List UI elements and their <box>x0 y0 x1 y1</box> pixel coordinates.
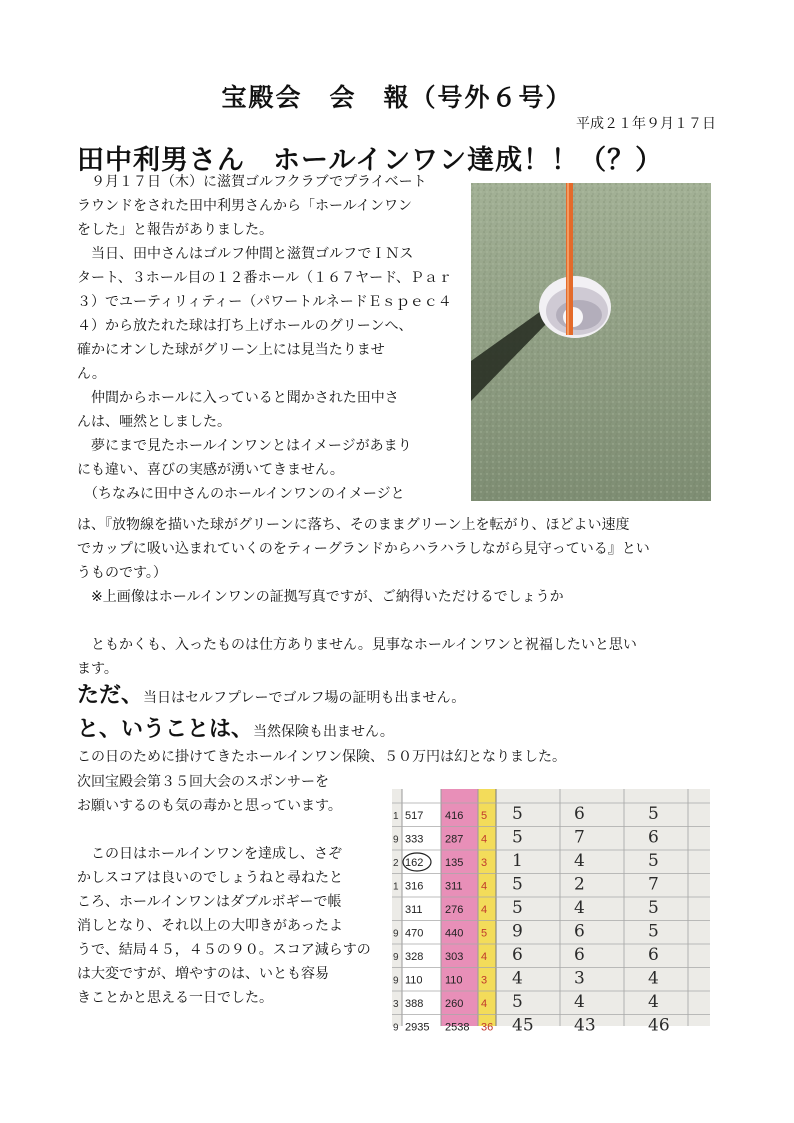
intro-line: ４）から放たれた球は打ち上げホールのグリーンへ、 <box>77 318 413 334</box>
body-line: ※上画像はホールインワンの証拠写真ですが、ご納得いただけるでしょうか <box>77 589 564 605</box>
card-par: 5 <box>481 927 488 940</box>
to-line <box>77 712 717 743</box>
card-hole-number: 1 <box>393 881 399 893</box>
card-score: 6 <box>574 945 585 965</box>
intro-line: ラウンドをされた田中利男さんから「ホールインワン <box>77 198 413 214</box>
card-score: 5 <box>648 804 659 824</box>
intro-line: 仲間からホールに入っていると聞かされた田中さ <box>77 390 399 406</box>
intro-line: 当日、田中さんはゴルフ仲間と滋賀ゴルフでＩＮス <box>77 246 414 262</box>
closing-line: この日はホールインワンを達成し、さぞ <box>77 846 343 862</box>
card-score: 5 <box>512 804 523 824</box>
card-yardage-red: 440 <box>445 927 464 940</box>
card-par: 3 <box>481 857 488 869</box>
page-title: 宝殿会 会 報（号外６号） <box>221 83 573 112</box>
golf-cup-image <box>471 183 711 501</box>
intro-line: ん。 <box>77 366 106 382</box>
card-yardage: 333 <box>405 833 424 846</box>
card-score: 5 <box>512 898 523 918</box>
card-yardage-red: 2538 <box>445 1021 470 1034</box>
card-par: 4 <box>481 998 488 1010</box>
card-yardage: 316 <box>405 880 424 893</box>
body-line: うものです。） <box>77 565 167 581</box>
issue-date: 平成２１年９月１７日 <box>576 116 716 132</box>
card-yardage: 2935 <box>405 1021 430 1034</box>
card-score: 4 <box>574 992 585 1012</box>
card-hole-number: 9 <box>393 952 399 963</box>
closing-line: きことかと思える一日でした。 <box>77 990 273 1006</box>
card-score: 4 <box>574 851 585 871</box>
card-yardage: 388 <box>405 998 424 1010</box>
card-score: 2 <box>574 874 585 895</box>
card-score: 43 <box>574 1015 596 1036</box>
closing-line: お願いするのも気の毒かと思っています。 <box>77 798 342 814</box>
tada-text: 当日はセルフプレーでゴルフ場の証明も出ません。 <box>143 690 466 706</box>
intro-paragraphs <box>77 170 467 506</box>
card-yardage-red: 311 <box>445 880 463 893</box>
card-score: 7 <box>648 874 659 895</box>
card-score: 4 <box>648 968 659 989</box>
card-yardage-red: 416 <box>445 810 464 822</box>
closing-line: 消しとなり、それ以上の大叩きがあったよ <box>77 918 343 934</box>
card-yardage: 328 <box>405 951 424 963</box>
closing-line: うで、結局４５，４５の９０。スコア減らすの <box>77 942 371 958</box>
card-score: 5 <box>512 827 523 848</box>
intro-line: （ちなみに田中さんのホールインワンのイメージと <box>77 486 405 502</box>
closing-line: 次回宝殿会第３５回大会のスポンサーを <box>77 774 329 790</box>
tada-emphasis: ただ、 <box>77 683 144 708</box>
card-score: 6 <box>574 921 585 942</box>
card-par: 3 <box>481 974 488 987</box>
hole-in-one-photo <box>471 183 711 501</box>
body-line: でカップに吸い込まれていくのをティーグランドからハラハラしながら見守っている』とい <box>77 541 650 557</box>
card-yardage: 110 <box>405 974 423 987</box>
card-hole-number: 3 <box>393 999 399 1010</box>
card-score: 5 <box>648 921 659 942</box>
card-score: 5 <box>512 874 523 895</box>
insurance-line: この日のために掛けてきたホールインワン保険、５０万円は幻となりました。 <box>77 749 567 765</box>
card-par: 4 <box>481 904 488 916</box>
headline: 田中利男さん ホールインワン達成！！（？） <box>77 145 664 176</box>
card-score: 6 <box>512 945 523 965</box>
closing-line <box>77 818 387 842</box>
card-score: 4 <box>648 992 659 1012</box>
closing-line: は大変ですが、増やすのは、いとも容易 <box>77 966 329 982</box>
body-line: は、『放物線を描いた球がグリーンに落ち、そのままグリーン上を転がり、ほどよい速度 <box>77 517 630 533</box>
card-score: 9 <box>512 921 523 942</box>
card-score: 45 <box>512 1015 534 1036</box>
intro-line: タート、３ホール目の１２番ホール（１６７ヤード、Ｐａｒ <box>77 270 452 286</box>
card-score: 3 <box>574 968 585 989</box>
card-score: 6 <box>648 945 659 965</box>
to-text: 当然保険も出ません。 <box>253 724 394 740</box>
to-emphasis: と、いうことは、 <box>77 717 254 742</box>
card-yardage-red: 287 <box>445 833 464 846</box>
continued-paragraphs <box>77 513 717 681</box>
body-line <box>77 609 717 633</box>
card-par: 4 <box>481 833 488 846</box>
card-score: 6 <box>648 827 659 848</box>
intro-line: んは、唖然としました。 <box>77 414 231 430</box>
closing-line: ころ、ホールインワンはダブルボギーで帳 <box>77 894 342 910</box>
card-yardage: 311 <box>405 904 423 916</box>
card-par: 4 <box>481 880 488 893</box>
card-par: 4 <box>481 951 488 963</box>
card-score: 46 <box>648 1015 670 1036</box>
card-yardage-red: 276 <box>445 904 464 916</box>
card-score: 5 <box>648 851 659 871</box>
card-yardage: 517 <box>405 810 424 822</box>
card-score: 5 <box>648 898 659 918</box>
card-yardage-red: 135 <box>445 857 464 869</box>
card-hole-number: 9 <box>393 975 399 987</box>
intro-line: ３）でユーティリィティー（パワートルネードＥｓｐｅｃ４ <box>77 294 452 310</box>
card-hole-number: 9 <box>393 1022 399 1034</box>
scorecard-photo <box>392 789 710 1036</box>
card-score: 7 <box>574 827 585 848</box>
closing-line: かしスコアは良いのでしょうねと尋ねたと <box>77 870 343 886</box>
card-par: 36 <box>481 1021 494 1034</box>
card-score: 4 <box>574 898 585 918</box>
card-hole-number: 2 <box>393 858 399 869</box>
card-score: 4 <box>512 968 523 989</box>
card-yardage: 162 <box>405 857 424 869</box>
card-score: 5 <box>512 992 523 1012</box>
card-score: 6 <box>574 804 585 824</box>
card-hole-number: 9 <box>393 928 399 940</box>
scorecard-image <box>392 789 710 1036</box>
card-score: 1 <box>512 851 523 871</box>
card-hole-number: 1 <box>393 811 399 822</box>
body-line: ます。 <box>77 661 118 677</box>
intro-line: ９月１７日（木）に滋賀ゴルフクラブでプライベート <box>77 174 427 190</box>
card-yardage-red: 110 <box>445 974 463 987</box>
closing-paragraphs <box>77 770 387 1010</box>
card-yardage-red: 303 <box>445 951 464 963</box>
card-yardage: 470 <box>405 927 424 940</box>
body-line: ともかくも、入ったものは仕方ありません。見事なホールインワンと祝福したいと思い <box>77 637 637 653</box>
intro-line: をした」と報告がありました。 <box>77 222 273 238</box>
card-par: 5 <box>481 810 488 822</box>
intro-line: 確かにオンした球がグリーン上には見当たりませ <box>77 342 385 358</box>
card-hole-number: 9 <box>393 834 399 846</box>
intro-line: にも違い、喜びの実感が湧いてきません。 <box>77 462 344 478</box>
tada-line <box>77 678 717 709</box>
intro-line: 夢にまで見たホールインワンとはイメージがあまり <box>77 438 412 454</box>
card-yardage-red: 260 <box>445 998 464 1010</box>
